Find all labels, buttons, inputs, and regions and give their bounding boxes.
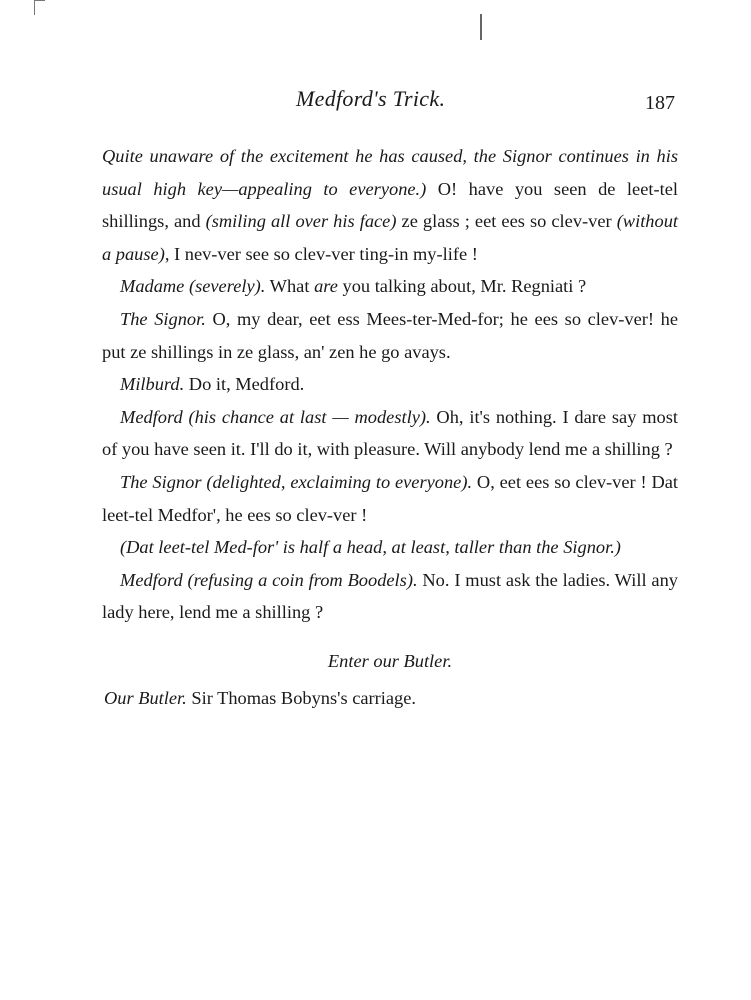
stage-direction: (delighted, exclaiming to everyone). bbox=[201, 471, 473, 492]
dialogue-text: O! have you seen de leet-tel shillings, and bbox=[102, 178, 678, 232]
stage-direction: (his chance at last — modestly). bbox=[182, 406, 431, 427]
dialogue-text: O, my dear, eet ess Mees-ter-Med-for; he ees so clev-ver! he put ze shillings in ze glass, an' zen he go avays. bbox=[102, 308, 678, 362]
paragraph-6 bbox=[102, 466, 678, 531]
paragraph-9 bbox=[102, 682, 678, 715]
dialogue-text: Do it, Medford. bbox=[184, 374, 305, 395]
stage-direction: Quite unaware of the excitement he has caused, the Signor continues in his usual high key—appealing to everyone.) bbox=[102, 146, 678, 199]
speaker-name: Our Butler. bbox=[104, 687, 187, 708]
paragraph-4 bbox=[102, 368, 678, 401]
dialogue-text: ze glass ; eet ees so clev-ver bbox=[396, 211, 617, 232]
dialogue-text: you talking about, Mr. Regniati ? bbox=[337, 276, 587, 297]
speaker-name: The Signor bbox=[120, 471, 202, 492]
speaker-name: Medford bbox=[120, 406, 183, 427]
paragraph-1 bbox=[102, 140, 678, 270]
speaker-name: Medford bbox=[120, 569, 183, 590]
paragraph-5 bbox=[102, 401, 678, 466]
scan-speck bbox=[480, 14, 482, 40]
speaker-name: Milburd. bbox=[120, 374, 185, 395]
paragraph-2 bbox=[102, 270, 678, 303]
dialogue-text: Sir Thomas Bobyns's carriage. bbox=[186, 687, 417, 708]
dialogue-text: O, eet ees so clev-ver ! Dat leet-tel Medfor', he ees so clev-ver ! bbox=[102, 471, 679, 525]
page-number: 187 bbox=[645, 92, 675, 114]
dialogue-text: No. I must ask the ladies. Will any lady here, lend me a shilling ? bbox=[102, 569, 678, 623]
page-header bbox=[0, 86, 751, 116]
dialogue-text: , I nev-ver see so clev-ver ting-in my-life ! bbox=[164, 243, 478, 264]
emphasis: are bbox=[314, 276, 338, 297]
page-body bbox=[102, 140, 678, 714]
speaker-name: The Signor. bbox=[120, 308, 206, 329]
dialogue-text: What bbox=[265, 276, 315, 297]
paragraph-3 bbox=[102, 303, 678, 368]
dialogue-text: Oh, it's nothing. I dare say most of you have seen it. I'll do it, with pleasure. Will anybody lend me a shilling ? bbox=[102, 406, 678, 460]
stage-direction-entrance: Enter our Butler. bbox=[327, 650, 453, 671]
paragraph-7: (Dat leet-tel Med-for' is half a head, at least, taller than the Signor.) bbox=[120, 537, 621, 558]
page-corner-mark bbox=[34, 0, 45, 15]
speaker-name: Madame (severely). bbox=[120, 276, 266, 297]
paragraph-8 bbox=[102, 564, 678, 629]
running-title: Medford's Trick. bbox=[296, 86, 446, 111]
stage-direction: (smiling all over his face) bbox=[205, 211, 397, 232]
stage-direction: (without a pause) bbox=[102, 211, 678, 264]
stage-direction: (refusing a coin from Boodels). bbox=[182, 569, 418, 590]
